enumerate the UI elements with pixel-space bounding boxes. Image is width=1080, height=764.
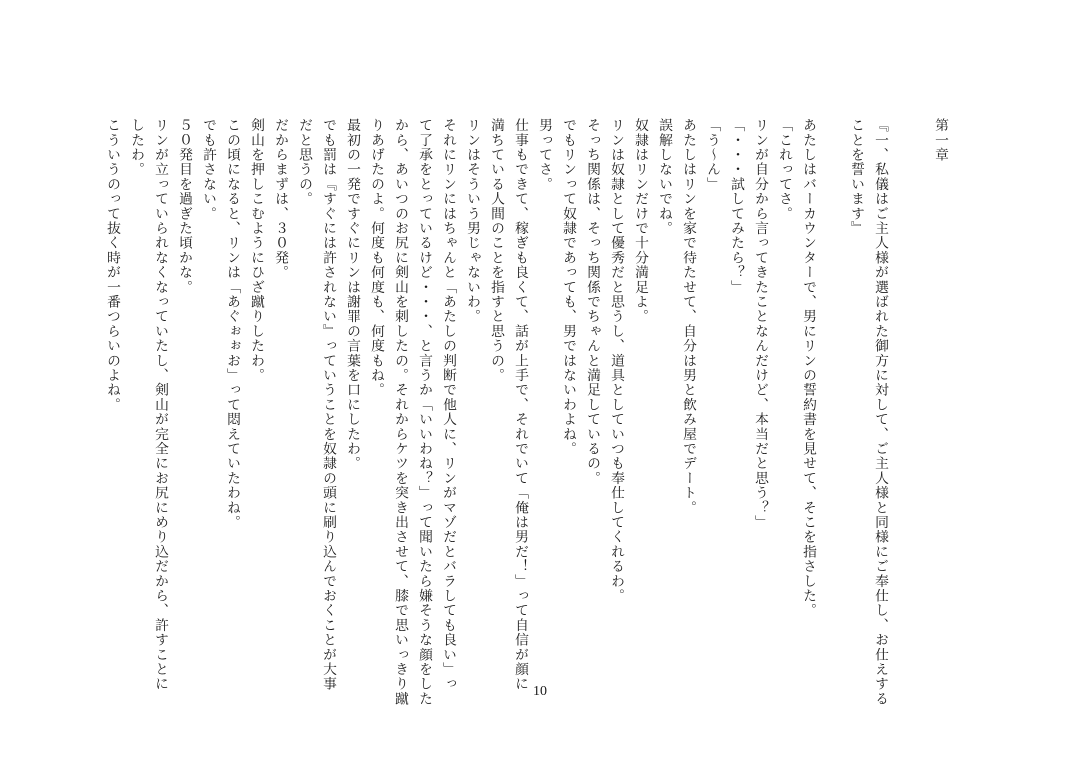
- text-line: て了承をとっているけど・・・、と言うか「いいわね？」って聞いたら嫌そうな顔をした: [416, 118, 432, 706]
- text-line: 「これってさ。: [776, 118, 792, 221]
- text-line: それにリンにはちゃんと「あたしの判断で他人に、リンがマゾだとバラしても良い」っ: [440, 118, 456, 692]
- text-line: したわ。: [128, 118, 144, 177]
- text-line: だと思うの。: [296, 118, 312, 207]
- text-line: リンが立っていられなくなっていたし、剣山が完全にお尻にめり込だから、許すことに: [152, 118, 168, 692]
- text-line: 剣山を押しこむようにひざ蹴りしたわ。: [248, 118, 264, 383]
- text-line: から、あいつのお尻に剣山を刺したの。それからケツを突き出させて、膝で思いっきり蹴: [392, 118, 408, 706]
- text-line: でも罰は『すぐには許されない』っていうことを奴隷の頭に刷り込んでおくことが大事: [320, 118, 336, 692]
- text-line: ５０発目を過ぎた頃かな。: [176, 118, 192, 295]
- text-line: そっち関係は、そっち関係でちゃんと満足しているの。: [584, 118, 600, 486]
- text-line: 奴隷はリンだけで十分満足よ。: [632, 118, 648, 324]
- text-line: 男ってさ。: [536, 118, 552, 192]
- text-line: あたしはバーカウンターで、男にリンの誓約書を見せて、そこを指さした。: [800, 118, 816, 618]
- text-line: りあげたのよ。何度も何度も、何度もね。: [368, 118, 384, 398]
- text-line: ことを誓います』: [848, 118, 864, 236]
- text-line: この頃になると、リンは「あぐぉぉお」って悶えていたわね。: [224, 118, 240, 530]
- text-line: 「う〜ん」: [704, 118, 720, 192]
- text-line: リンは奴隷として優秀だと思うし、道具としていつも奉仕してくれるわ。: [608, 118, 624, 604]
- text-line: でも許さない。: [200, 118, 216, 221]
- chapter-title: 第一章: [932, 118, 948, 163]
- text-line: だからまずは、３０発。: [272, 118, 288, 280]
- text-line: 最初の一発ですぐにリンは謝罪の言葉を口にしたわ。: [344, 118, 360, 471]
- page-number: 10: [533, 684, 547, 699]
- text-line: あたしはリンを家で待たせて、自分は男と飲み屋でデート。: [680, 118, 696, 515]
- text-line: 『一、私儀はご主人様が選ばれた御方に対して、ご主人様と同様にご奉仕し、お仕えする: [872, 118, 888, 706]
- text-line: リンはそういう男じゃないわ。: [464, 118, 480, 324]
- text-line: こういうのって抜く時が一番つらいのよね。: [104, 118, 120, 412]
- text-line: リンが自分から言ってきたことなんだけど、本当だと思う？」: [752, 118, 768, 530]
- text-line: 仕事もできて、稼ぎも良くて、話が上手で、それでいて「俺は男だ！」って自信が顔に: [512, 118, 528, 692]
- text-line: 「・・・試してみたら？」: [728, 118, 744, 295]
- text-line: でもリンって奴隷であっても、男ではないわよね。: [560, 118, 576, 457]
- text-line: 誤解しないでね。: [656, 118, 672, 236]
- text-line: 満ちている人間のことを指すと思うの。: [488, 118, 504, 383]
